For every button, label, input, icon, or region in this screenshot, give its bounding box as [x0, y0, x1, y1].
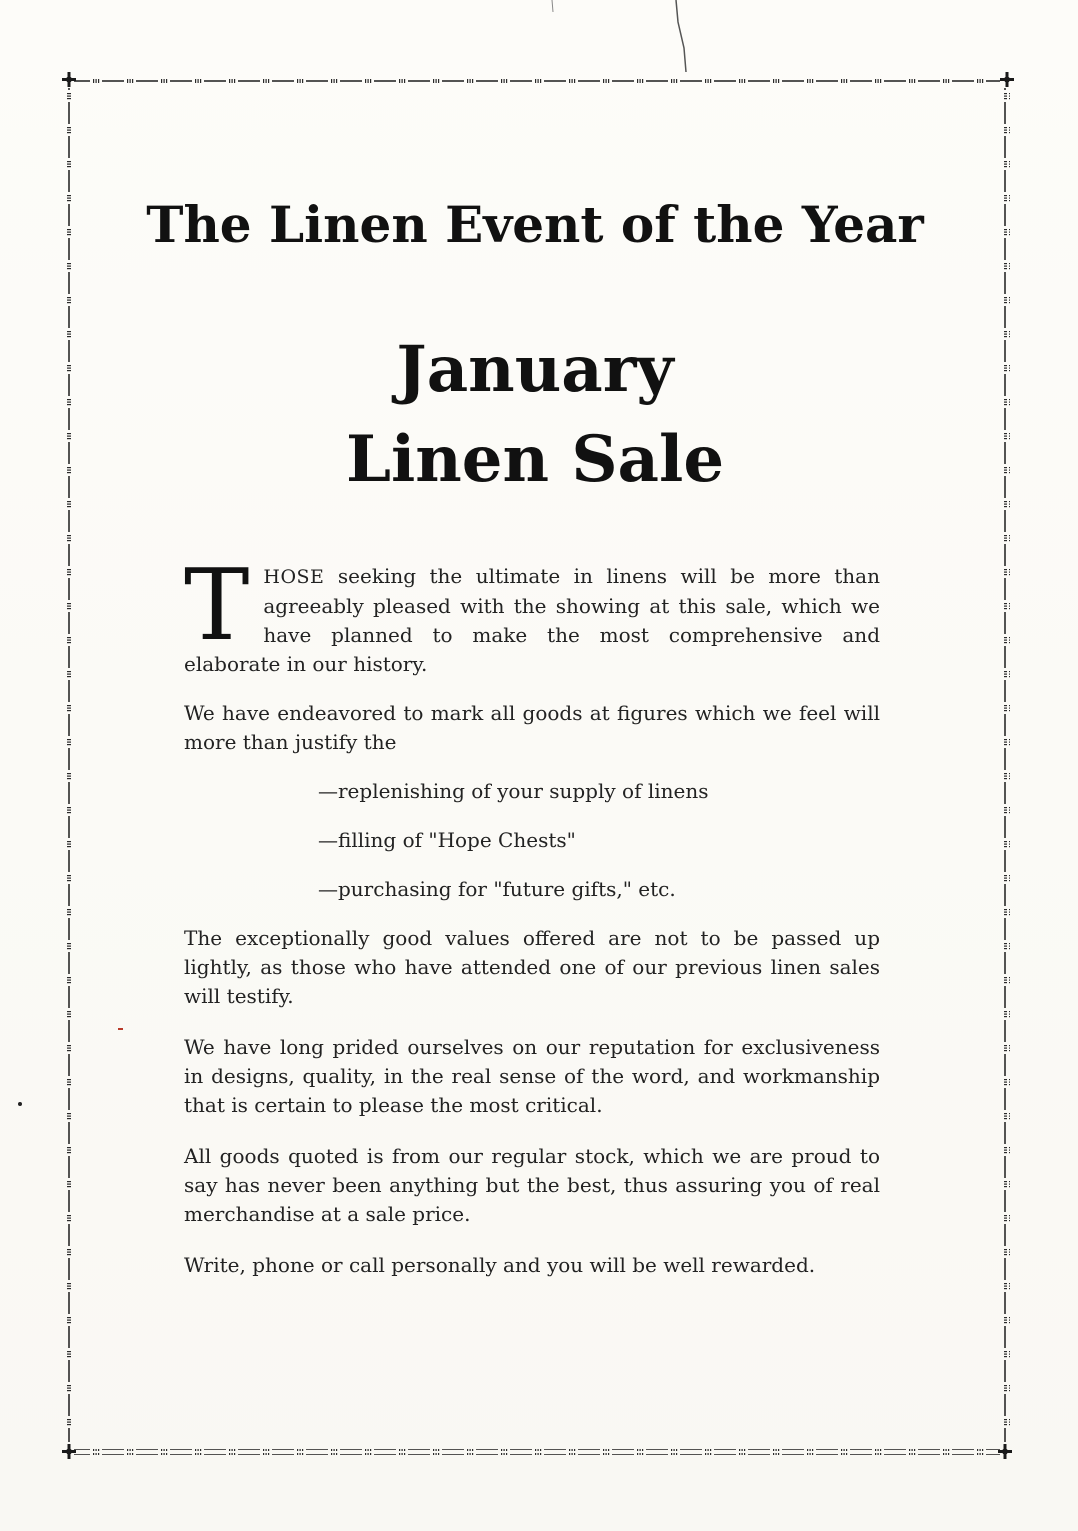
paragraph-endeavored: We have endeavored to mark all goods at figures which we feel will more than justify the [184, 701, 880, 754]
page-title: The Linen Event of the Year [146, 195, 924, 254]
intro-paragraph [184, 549, 880, 679]
list-item-hope-chests: —filling of "Hope Chests" [318, 828, 576, 852]
paragraph-regular-stock: All goods quoted is from our regular stock, which we are proud to say has never been anything but the best, thus assuring you of real merchandise at a sale price. [184, 1144, 880, 1226]
body-copy [184, 549, 880, 1302]
headline-line-1: January [396, 332, 674, 407]
corner-ornament-bottom-left [62, 1444, 76, 1459]
paragraph-reputation: We have long prided ourselves on our reputation for exclusiveness in designs, quality, in the real sense of the word, and workmanship that is certain to please the most critical. [184, 1035, 880, 1117]
drop-cap: T [184, 549, 250, 663]
intro-lead-word: HOSE [263, 566, 325, 588]
corner-ornament-top-right [1000, 72, 1014, 87]
red-speck [118, 1028, 123, 1030]
intro-text: seeking the ultimate in linens will be more than agreeably pleased with the showing at this sale, which we have planned to make the most comprehensive and elaborate in our history. [184, 564, 880, 676]
list-item-replenishing: —replenishing of your supply of linens [318, 779, 709, 803]
paragraph-values: The exceptionally good values offered are not to be passed up lightly, as those who have attended one of our previous linen sales will testify. [184, 926, 880, 1008]
corner-ornament-top-left [62, 72, 76, 87]
corner-ornament-bottom-right [998, 1444, 1012, 1459]
paper-crease [676, 0, 686, 72]
headline-line-2: Linen Sale [345, 422, 725, 497]
ink-speck [18, 1102, 22, 1106]
paragraph-call-to-action: Write, phone or call personally and you will be well rewarded. [184, 1253, 816, 1277]
list-item-future-gifts: —purchasing for "future gifts," etc. [318, 877, 676, 901]
